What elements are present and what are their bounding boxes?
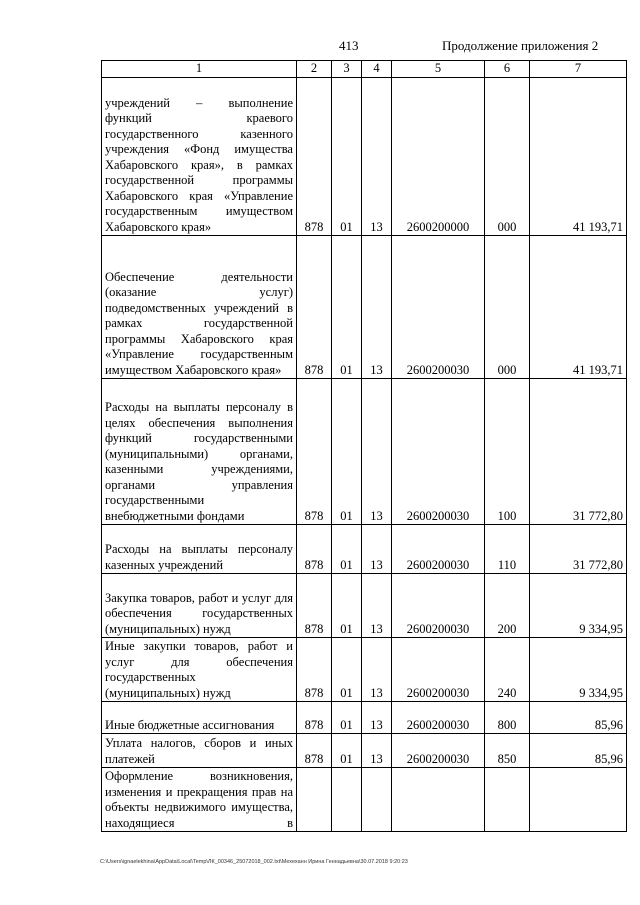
row-target: 2600200030 xyxy=(392,379,485,525)
table-header-row xyxy=(102,61,627,78)
row-amount: 41 193,71 xyxy=(530,78,627,236)
row-target: 2600200030 xyxy=(392,525,485,574)
row-name: Обеспечение деятельности (оказание услуг) подведомственных учреждений в рамках государственной программы Хабаровского края «Управление государственным имуществом Хабаровского края» xyxy=(102,236,297,379)
row-target: 2600200000 xyxy=(392,78,485,236)
row-ministry: 878 xyxy=(297,379,332,525)
row-amount: 31 772,80 xyxy=(530,525,627,574)
row-amount: 85,96 xyxy=(530,702,627,734)
row-name: Иные закупки товаров, работ и услуг для обеспечения государственных (муниципальных) нужд xyxy=(102,638,297,702)
row-expense: 240 xyxy=(485,638,530,702)
row-section: 01 xyxy=(332,236,362,379)
row-subsection: 13 xyxy=(362,78,392,236)
row-name: Иные бюджетные ассигнования xyxy=(102,702,297,734)
row-name: Оформление возникновения, изменения и прекращения прав на объекты недвижимого имущества, находящиеся в xyxy=(102,768,297,832)
row-amount: 31 772,80 xyxy=(530,379,627,525)
table-row xyxy=(102,734,627,768)
table-row xyxy=(102,525,627,574)
row-expense: 200 xyxy=(485,574,530,638)
column-header: 2 xyxy=(297,61,332,78)
row-amount: 85,96 xyxy=(530,734,627,768)
row-section xyxy=(332,768,362,832)
row-name: учреждений – выполнение функций краевого государственного казенного учреждения «Фонд имущества Хабаровского края», в рамках государственной программы Хабаровского края «Управление государственным имуществом Хабаровского края» xyxy=(102,78,297,236)
row-target xyxy=(392,768,485,832)
row-expense: 100 xyxy=(485,379,530,525)
row-target: 2600200030 xyxy=(392,734,485,768)
row-subsection: 13 xyxy=(362,574,392,638)
row-target: 2600200030 xyxy=(392,574,485,638)
row-subsection: 13 xyxy=(362,379,392,525)
row-section: 01 xyxy=(332,379,362,525)
row-ministry: 878 xyxy=(297,574,332,638)
column-header: 6 xyxy=(485,61,530,78)
column-header: 1 xyxy=(102,61,297,78)
row-expense: 000 xyxy=(485,236,530,379)
row-section: 01 xyxy=(332,638,362,702)
row-target: 2600200030 xyxy=(392,236,485,379)
row-target: 2600200030 xyxy=(392,638,485,702)
row-name: Расходы на выплаты персоналу в целях обеспечения выполнения функций государственными (муниципальными) органами, казенными учреждениями, органами управления государственными внебюджетными фондами xyxy=(102,379,297,525)
column-header: 3 xyxy=(332,61,362,78)
row-ministry: 878 xyxy=(297,78,332,236)
row-name: Закупка товаров, работ и услуг для обеспечения государственных (муниципальных) нужд xyxy=(102,574,297,638)
row-amount: 9 334,95 xyxy=(530,574,627,638)
row-ministry: 878 xyxy=(297,638,332,702)
row-expense: 000 xyxy=(485,78,530,236)
budget-table xyxy=(101,60,627,832)
table-row xyxy=(102,638,627,702)
column-header: 4 xyxy=(362,61,392,78)
row-ministry: 878 xyxy=(297,236,332,379)
row-ministry: 878 xyxy=(297,525,332,574)
row-expense xyxy=(485,768,530,832)
row-section: 01 xyxy=(332,574,362,638)
row-ministry xyxy=(297,768,332,832)
row-subsection: 13 xyxy=(362,638,392,702)
table-row xyxy=(102,379,627,525)
row-expense: 800 xyxy=(485,702,530,734)
row-subsection: 13 xyxy=(362,236,392,379)
row-section: 01 xyxy=(332,734,362,768)
table-row xyxy=(102,236,627,379)
row-subsection: 13 xyxy=(362,702,392,734)
page-number: 413 xyxy=(339,38,359,53)
footer-file-path: C:\Users\ignaelekhina\AppData\Local\Temp\ЛК_00346_25072018_002.txt\Мехеханн Ирина Геннадьевна\30.07.2018 9:20:23 xyxy=(100,859,408,865)
row-subsection: 13 xyxy=(362,734,392,768)
row-ministry: 878 xyxy=(297,702,332,734)
row-amount xyxy=(530,768,627,832)
row-name: Расходы на выплаты персоналу казенных учреждений xyxy=(102,525,297,574)
row-name: Уплата налогов, сборов и иных платежей xyxy=(102,734,297,768)
row-section: 01 xyxy=(332,525,362,574)
row-section: 01 xyxy=(332,78,362,236)
row-expense: 110 xyxy=(485,525,530,574)
column-header: 5 xyxy=(392,61,485,78)
row-ministry: 878 xyxy=(297,734,332,768)
continuation-note: Продолжение приложения 2 xyxy=(442,38,599,53)
row-section: 01 xyxy=(332,702,362,734)
row-amount: 41 193,71 xyxy=(530,236,627,379)
table-row xyxy=(102,768,627,832)
row-amount: 9 334,95 xyxy=(530,638,627,702)
table-row xyxy=(102,574,627,638)
row-expense: 850 xyxy=(485,734,530,768)
row-target: 2600200030 xyxy=(392,702,485,734)
table-row xyxy=(102,702,627,734)
table-row xyxy=(102,78,627,236)
row-subsection xyxy=(362,768,392,832)
column-header: 7 xyxy=(530,61,627,78)
row-subsection: 13 xyxy=(362,525,392,574)
